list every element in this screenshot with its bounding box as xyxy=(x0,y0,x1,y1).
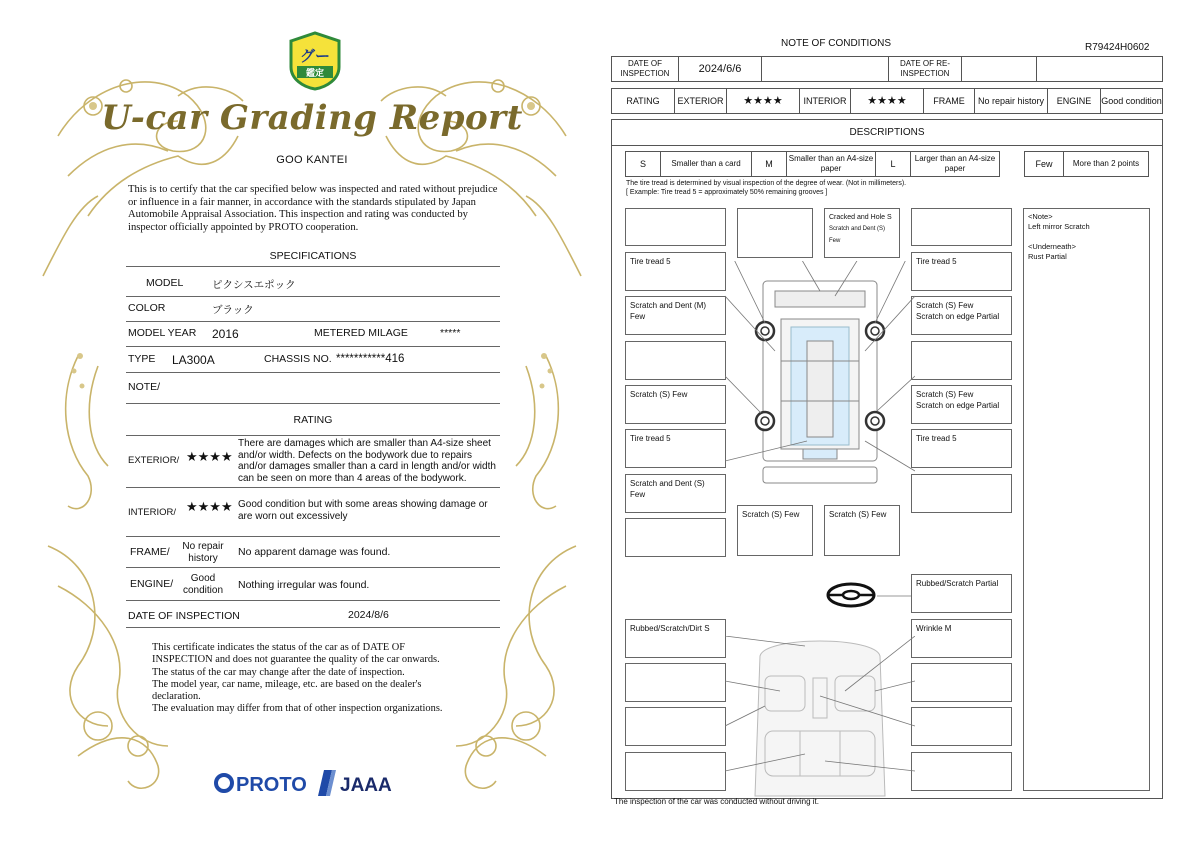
type-label: TYPE xyxy=(128,353,156,365)
color-label: COLOR xyxy=(128,302,166,314)
note-line: <Underneath> xyxy=(1028,242,1076,251)
condition-box xyxy=(625,663,726,702)
sheet-engine-label: ENGINE xyxy=(1047,88,1101,114)
note-line xyxy=(1028,232,1145,242)
legend-l-desc: Larger than an A4-size paper xyxy=(910,151,1000,177)
note-label: NOTE/ xyxy=(128,381,161,393)
notes-panel xyxy=(1023,208,1150,791)
legend-m-desc: Smaller than an A4-size paper xyxy=(786,151,876,177)
note-row xyxy=(126,374,500,404)
condition-box xyxy=(625,518,726,557)
sheet-heading: NOTE OF CONDITIONS xyxy=(781,38,891,49)
sponsor-logos xyxy=(214,768,414,798)
condition-box: Tire tread 5 xyxy=(625,252,726,291)
sheet-reference: R79424H0602 xyxy=(1085,42,1150,53)
type-row xyxy=(126,348,500,373)
legend-few: Few xyxy=(1024,151,1064,177)
year-value: 2016 xyxy=(212,327,239,341)
condition-box: Scratch (S) Few xyxy=(737,505,813,556)
condition-box: Scratch and Dent (S) Few xyxy=(625,474,726,513)
condition-box: Rubbed/Scratch Partial xyxy=(911,574,1012,613)
car-top-diagram xyxy=(725,261,915,491)
mileage-label: METERED MILAGE xyxy=(314,327,408,339)
condition-box: Scratch (S) Few Scratch on edge Partial xyxy=(911,385,1012,424)
interior-stars: ★★★★ xyxy=(186,499,233,514)
interior-row xyxy=(126,489,500,537)
note-line: <Note> xyxy=(1028,212,1053,221)
sheet-frame-label: FRAME xyxy=(923,88,975,114)
mileage-value: ***** xyxy=(440,327,461,339)
condition-box xyxy=(911,208,1012,246)
note-line: Rust Partial xyxy=(1028,252,1067,261)
legend-few-desc: More than 2 points xyxy=(1063,151,1149,177)
type-value: LA300A xyxy=(172,353,215,367)
condition-box: Tire tread 5 xyxy=(625,429,726,468)
condition-box: Tire tread 5 xyxy=(911,429,1012,468)
year-row xyxy=(126,323,500,347)
condition-box: Tire tread 5 xyxy=(911,252,1012,291)
rating-heading: RATING xyxy=(293,414,333,426)
specifications-heading: SPECIFICATIONS xyxy=(269,250,357,262)
sheet-footer: The inspection of the car was conducted without driving it. xyxy=(614,797,819,806)
legend-s-desc: Smaller than a card xyxy=(660,151,752,177)
report-title: U-car Grading Report xyxy=(101,98,523,138)
condition-box xyxy=(737,208,813,258)
interior-label: INTERIOR/ xyxy=(128,507,177,518)
condition-box xyxy=(625,341,726,380)
condition-box xyxy=(625,208,726,246)
condition-box xyxy=(911,474,1012,513)
legend-m: M xyxy=(751,151,787,177)
reinspection-value xyxy=(961,56,1037,82)
steering-wheel-icon xyxy=(825,582,877,608)
sheet-rating-label: RATING xyxy=(611,88,675,114)
chassis-label: CHASSIS NO. xyxy=(264,353,332,365)
condition-box xyxy=(625,752,726,791)
sheet-engine-value: Good condition xyxy=(1100,88,1163,114)
exterior-label: EXTERIOR/ xyxy=(128,455,180,466)
engine-description: Nothing irregular was found. xyxy=(238,579,370,591)
condition-box xyxy=(911,341,1012,380)
legend-s: S xyxy=(625,151,661,177)
date-value: 2024/8/6 xyxy=(348,609,389,621)
frame-label: FRAME/ xyxy=(130,546,170,558)
spec-top-rule xyxy=(126,266,500,267)
reinspection-label: DATE OF RE-INSPECTION xyxy=(888,56,962,82)
sheet-exterior-stars: ★★★★ xyxy=(726,88,800,114)
condition-box: Rubbed/Scratch/Dirt S xyxy=(625,619,726,658)
sheet-frame-value: No repair history xyxy=(974,88,1048,114)
proto-logo-icon xyxy=(216,775,232,791)
condition-box xyxy=(911,663,1012,702)
frame-row xyxy=(126,538,500,568)
footer-line: The status of the car may change after the date of inspection. xyxy=(152,666,405,678)
date-inspection-blank xyxy=(761,56,889,82)
color-value: ブラック xyxy=(212,304,254,316)
color-row xyxy=(126,298,500,322)
svg-text:グー: グー xyxy=(299,47,331,65)
footer-line: declaration. xyxy=(152,691,201,703)
tire-example: [ Example: Tire tread 5 = approximately 50% remaining grooves ] xyxy=(626,189,828,196)
reinspection-blank xyxy=(1036,56,1163,82)
jaaa-logo: JAAA xyxy=(340,775,392,796)
note-line: Left mirror Scratch xyxy=(1028,222,1090,231)
footer-line: The evaluation may differ from that of other inspection organizations. xyxy=(152,703,443,715)
goo-kantei-badge xyxy=(287,31,343,91)
proto-logo: PROTO xyxy=(236,774,307,796)
intro-paragraph: This is to certify that the car specified below was inspected and rated without prejudice or influence in a fair manner, in accordance with the standards stipulated by Japan Automobile Appraisal Association. This inspection and rating was conducted by inspector officially appointed by PROTO cooperation. xyxy=(128,184,498,233)
report-subtitle: GOO KANTEI xyxy=(276,154,348,166)
year-label: MODEL YEAR xyxy=(128,327,197,339)
frame-value: No repair history xyxy=(182,541,224,564)
condition-box: Scratch (S) Few Scratch on edge Partial xyxy=(911,296,1012,335)
engine-row xyxy=(126,569,500,601)
footer-line: This certificate indicates the status of the car as of DATE OF xyxy=(152,642,406,653)
date-inspection-label: DATE OF INSPECTION xyxy=(611,56,679,82)
model-label: MODEL xyxy=(146,277,184,289)
legend-l: L xyxy=(875,151,911,177)
condition-box: Wrinkle M xyxy=(911,619,1012,658)
frame-description: No apparent damage was found. xyxy=(238,546,391,558)
exterior-row xyxy=(126,436,500,488)
sheet-interior-stars: ★★★★ xyxy=(850,88,924,114)
condition-box xyxy=(911,752,1012,791)
condition-sheet xyxy=(611,36,1163,806)
date-inspection-value: 2024/6/6 xyxy=(678,56,762,82)
condition-box: Scratch (S) Few xyxy=(824,505,900,556)
footer-line: INSPECTION and does not guarantee the quality of the car onwards. xyxy=(152,654,440,666)
engine-value: Good condition xyxy=(182,573,224,596)
date-row xyxy=(126,602,500,628)
date-label: DATE OF INSPECTION xyxy=(128,610,240,622)
descriptions-heading: DESCRIPTIONS xyxy=(611,119,1163,146)
condition-box: Cracked and Hole S Scratch and Dent (S) Few xyxy=(824,208,900,258)
condition-box: Scratch and Dent (M) Few xyxy=(625,296,726,335)
exterior-stars: ★★★★ xyxy=(186,449,233,464)
condition-box xyxy=(625,707,726,746)
tire-note: The tire tread is determined by visual inspection of the degree of wear. (Not in millimeters). xyxy=(626,180,907,187)
model-row xyxy=(126,273,500,297)
car-interior-diagram xyxy=(725,636,915,806)
interior-description: Good condition but with some areas showing damage or are worn out excessively xyxy=(238,499,488,522)
chassis-value: ***********416 xyxy=(336,353,405,365)
exterior-description: There are damages which are smaller than A4-size sheet and/or width. Defects on the bodywork due to repairs and/or damages smaller than a card in length and/or width can be seen on more than 4 areas of the bodywork. xyxy=(238,438,496,484)
sheet-interior-label: INTERIOR xyxy=(799,88,851,114)
model-value: ピクシスエポック xyxy=(212,279,296,291)
certificate-footer xyxy=(152,642,492,716)
engine-label: ENGINE/ xyxy=(130,578,174,590)
condition-box xyxy=(911,707,1012,746)
grading-certificate xyxy=(38,26,586,826)
condition-box: Scratch (S) Few xyxy=(625,385,726,424)
footer-line: The model year, car name, mileage, etc. are based on the dealer's xyxy=(152,678,422,690)
svg-text:鑑定: 鑑定 xyxy=(305,69,325,79)
sheet-exterior-label: EXTERIOR xyxy=(674,88,727,114)
